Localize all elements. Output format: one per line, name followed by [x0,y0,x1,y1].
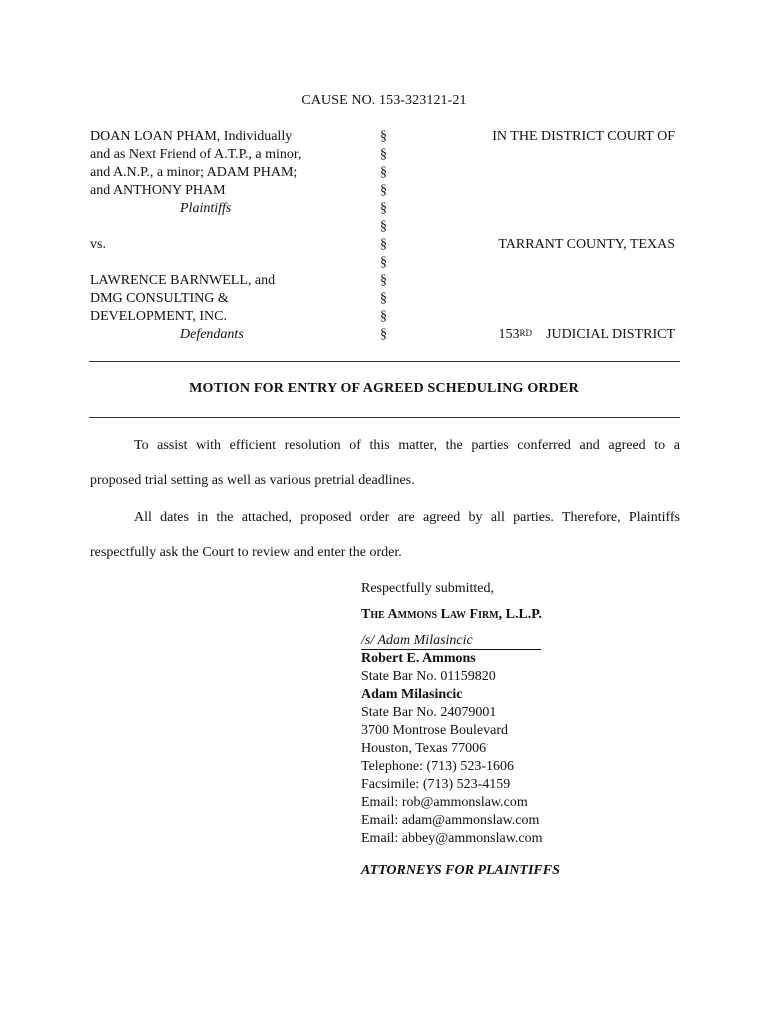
section-symbol: § [380,291,387,306]
blank-line [90,254,350,272]
bar-number: State Bar No. 24079001 [361,705,497,720]
attorney-name: Robert E. Ammons [361,651,476,666]
plaintiffs-label: Plaintiffs [180,201,232,216]
section-symbol: § [380,183,387,198]
blank-line [90,218,350,236]
e-signature: /s/ Adam Milasincic [361,632,541,650]
paragraph-line: To assist with efficient resolution of this matter, the parties conferred and agreed to a [134,438,680,453]
defendant-line: DEVELOPMENT, INC. [90,309,228,324]
horizontal-rule [89,417,680,418]
firm-name: The Ammons Law Firm, L.L.P. [361,607,543,622]
court-column [420,128,675,344]
signature-block [361,580,661,880]
facsimile: Facsimile: (713) 523-4159 [361,777,511,792]
section-symbol: § [380,255,387,270]
versus-label: vs. [90,237,106,252]
address-line: Houston, Texas 77006 [361,741,487,756]
section-symbol: § [380,219,387,234]
judicial-district [420,326,675,344]
email: Email: adam@ammonslaw.com [361,813,540,828]
paragraph-line: proposed trial setting as well as various pretrial deadlines. [90,473,415,488]
defendant-line: LAWRENCE BARNWELL, and [90,273,276,288]
district-label: JUDICIAL DISTRICT [546,327,675,342]
parties-column [90,128,350,344]
section-symbol: § [380,273,387,288]
email: Email: abbey@ammonslaw.com [361,831,543,846]
closing: Respectfully submitted, [361,581,494,596]
attorneys-for-label: ATTORNEYS FOR PLAINTIFFS [361,863,560,878]
district-suffix: RD [519,328,533,338]
section-symbol-column [380,128,400,344]
bar-number: State Bar No. 01159820 [361,669,496,684]
plaintiff-line: and as Next Friend of A.T.P., a minor, [90,147,302,162]
document-title: MOTION FOR ENTRY OF AGREED SCHEDULING ORDER [189,381,579,396]
body-paragraph [90,500,680,570]
plaintiff-line: DOAN LOAN PHAM, Individually [90,129,293,144]
cause-number: CAUSE NO. 153-323121-21 [301,93,467,108]
section-symbol: § [380,165,387,180]
horizontal-rule [89,361,680,362]
telephone: Telephone: (713) 523-1606 [361,759,514,774]
section-symbol: § [380,327,387,342]
section-symbol: § [380,237,387,252]
court-name: IN THE DISTRICT COURT OF [492,129,675,144]
paragraph-line: respectfully ask the Court to review and enter the order. [90,545,402,560]
section-symbol: § [380,129,387,144]
plaintiff-line: and ANTHONY PHAM [90,183,226,198]
attorney-name: Adam Milasincic [361,687,463,702]
section-symbol: § [380,147,387,162]
defendant-line: DMG CONSULTING & [90,291,229,306]
paragraph-line: All dates in the attached, proposed order are agreed by all parties. Therefore, Plaintiffs [134,510,680,525]
email: Email: rob@ammonslaw.com [361,795,528,810]
plaintiff-line: and A.N.P., a minor; ADAM PHAM; [90,165,298,180]
section-symbol: § [380,201,387,216]
section-symbol: § [380,309,387,324]
defendants-label: Defendants [180,327,244,342]
county-name: TARRANT COUNTY, TEXAS [498,237,675,252]
district-number: 153 [498,327,520,342]
address-line: 3700 Montrose Boulevard [361,723,508,738]
body-paragraph [90,428,680,498]
